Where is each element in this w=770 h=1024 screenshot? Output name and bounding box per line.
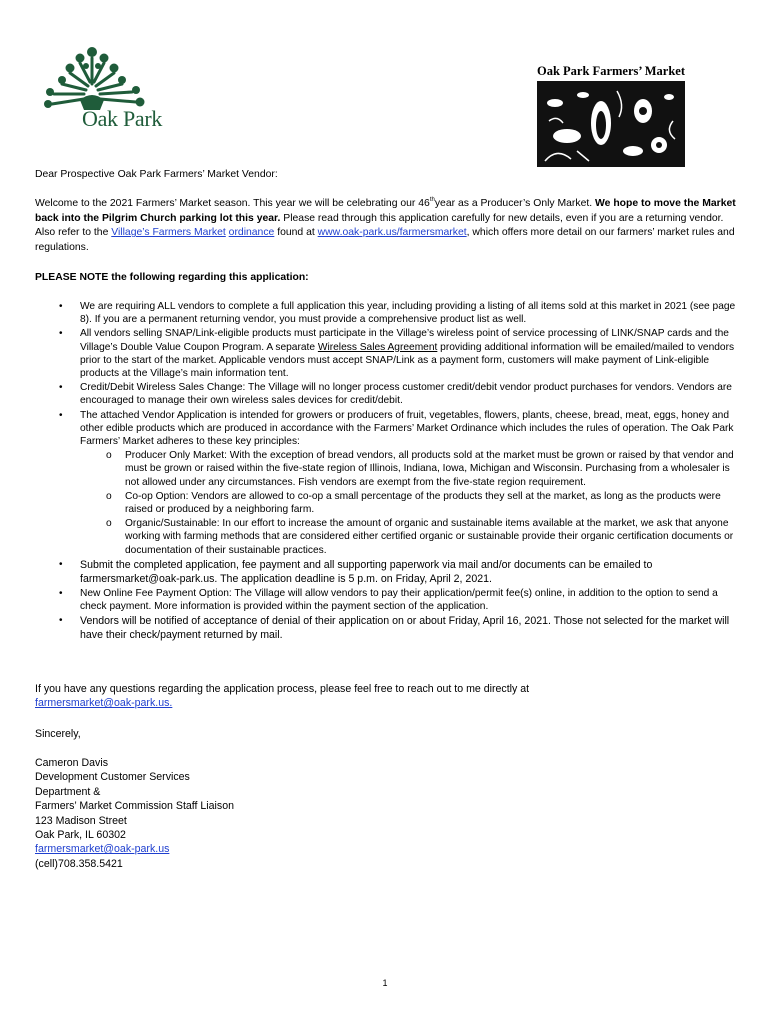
- ordinal-suffix: th: [429, 197, 435, 203]
- signer-phone: (cell)708.358.5421: [35, 857, 123, 870]
- intro-text-1: Welcome to the 2021 Farmers’ Market season. This year we will be celebrating our 46: [35, 198, 430, 209]
- intro-text-5: , which offers more detail on our farmers’ market rules and regulations.: [35, 227, 735, 253]
- list-item: • Credit/Debit Wireless Sales Change: The Village will no longer process customer credit/debit vendor product purchases for vendors. Vendors are encouraged to manage their own wireless sales devices for credit/debit.: [59, 382, 732, 407]
- signer-email-link[interactable]: farmersmarket@oak-park.us: [35, 843, 170, 856]
- sub-list-item: o Producer Only Market: With the exception of bread vendors, all products sold at the market must be grown or raised by that vendor and must be grown or raised within the five-state region of Illinois, Indiana, Iowa, Michigan and Wisconsin. Purchasing from a wholesaler is not allowed under any circumstances. Fish vendors are exempt from the five-state region requirement.: [106, 450, 734, 488]
- address-line: Oak Park, IL 60302: [35, 829, 126, 842]
- bullet-icon: •: [59, 615, 63, 627]
- sub-list-item: o Co-op Option: Vendors are allowed to co-op a small percentage of the products they sell at the market, as long as the products were raised or produced by a neighboring farm.: [106, 490, 721, 516]
- intro-text-2: year as a Producer’s Only Market.: [434, 198, 596, 209]
- address-line: 123 Madison Street: [35, 814, 127, 827]
- intro-text-3: Please read through this application carefully for new details, even if you are a returning vendor. Also refer to the: [35, 212, 724, 239]
- bullet-icon: •: [59, 587, 63, 599]
- questions-paragraph: If you have any questions regarding the application process, please feel free to reach out to me directly at farmersmarket@oak-park.us.: [35, 683, 530, 709]
- oak-park-logo: [40, 44, 190, 136]
- bullet-icon: •: [59, 382, 63, 394]
- bullet-icon: •: [59, 409, 63, 421]
- bullet-icon: •: [59, 328, 63, 340]
- oak-tree-logo-icon: [40, 44, 190, 110]
- bullet-list: [35, 300, 740, 643]
- farmersmarket-url-link[interactable]: www.oak-park.us/farmersmarket: [317, 227, 467, 239]
- signature-block: [35, 756, 234, 871]
- farmers-market-emblem: [535, 64, 687, 170]
- market-title: Oak Park Farmers’ Market: [537, 64, 685, 78]
- logo-text: Oak Park: [82, 106, 163, 131]
- bullet-icon: •: [59, 301, 63, 312]
- list-item: • New Online Fee Payment Option: The Village will allow vendors to pay their application/permit fee(s) online, in addition to the option to send a check payment. More information is provided within the payment section of the application.: [59, 587, 718, 613]
- circle-bullet-icon: o: [106, 450, 112, 462]
- circle-bullet-icon: o: [106, 490, 112, 502]
- salutation: Dear Prospective Oak Park Farmers’ Market Vendor:: [35, 169, 278, 180]
- signer-title: Department &: [35, 785, 101, 798]
- wireless-sales-agreement-text: Wireless Sales Agreement: [317, 341, 438, 353]
- note-heading: PLEASE NOTE the following regarding this application:: [35, 272, 309, 283]
- closing: Sincerely,: [35, 728, 81, 740]
- intro-text-4: found at: [274, 227, 318, 239]
- bullet-icon: •: [59, 558, 63, 570]
- signer-title: Farmers’ Market Commission Staff Liaison: [35, 800, 234, 813]
- ordinance-link[interactable]: ordinance: [228, 227, 275, 239]
- intro-paragraph: [35, 197, 740, 255]
- signer-title: Development Customer Services: [35, 771, 190, 784]
- circle-bullet-icon: o: [106, 518, 112, 530]
- intro-bold-text: We hope to move the Market back into the Pilgrim Church parking lot this year.: [35, 198, 736, 224]
- list-item: • All vendors selling SNAP/Link-eligible products must participate in the Village’s wireless point of service processing of LINK/SNAP cards and the Village’s Double Value Coupon Program. A separate Wireless Sales Agreement providing additional information will be emailed/mailed to vendors prior to the start of the market. Applicable vendors must accept SNAP/Link as a payment form, customers will make payment of Link-eligible products at the Village’s main information tent.: [59, 328, 735, 380]
- list-item: • We are requiring ALL vendors to complete a full application this year, including providing a listing of all items sold at this market in 2021 (see page 8). If you are a permanent returning vendor, you must provide a comprehensive product list as well.: [59, 301, 736, 326]
- list-item: • Submit the completed application, fee payment and all supporting paperwork via mail and/or documents can be emailed to farmersmarket@oak-park.us. The application deadline is 5 p.m. on Friday, April 2, 2021.: [59, 558, 653, 585]
- list-item: • The attached Vendor Application is intended for growers or producers of fruit, vegetables, flowers, plants, cheese, bread, meat, eggs, honey and other edible products which are produced in accordance with the Farmers’ Market Ordinance which includes the rules of operation. The Oak Park Farmers’ Market adheres to these key principles: o Producer Only Market: With the exception of bread vendors, all products sold at the market must be grown or raised by that vendor and must be grown or raised within the five-state region of Illinois, Indiana, Iowa, Michigan and Wisconsin. Purchasing from a wholesaler is not allowed under any circumstances. Fish vendors are exempt from the five-state region requirement. o Co-op Option: Vendors are allowed to co-op a small percentage of the products they sell at the market, as long as the products were raised or produced by a neighboring farm. o Organic/Sustainable: In our effort to increase the amount of organic and sustainable items available at the market, we ask that anyone working with farming methods that are considered either certified organic or sustainable provide their organic certification documents or documentation of their sustainable practices.: [35, 409, 740, 557]
- signer-name: Cameron Davis: [35, 757, 109, 769]
- vegetable-woodcut-icon: [537, 81, 685, 167]
- list-item: • Vendors will be notified of acceptance of denial of their application on or about Friday, April 16, 2021. Those not selected for the market will have their check/payment returned by mail.: [59, 615, 730, 642]
- village-farmers-market-link[interactable]: Village’s Farmers Market: [111, 227, 226, 239]
- questions-email-link[interactable]: farmersmarket@oak-park.us.: [35, 697, 173, 709]
- page-number: 1: [382, 978, 388, 988]
- sub-list-item: o Organic/Sustainable: In our effort to increase the amount of organic and sustainable items available at the market, we ask that anyone working with farming methods that are considered either certified organic or sustainable provide their organic certification documents or documentation of their sustainable practices.: [106, 518, 734, 556]
